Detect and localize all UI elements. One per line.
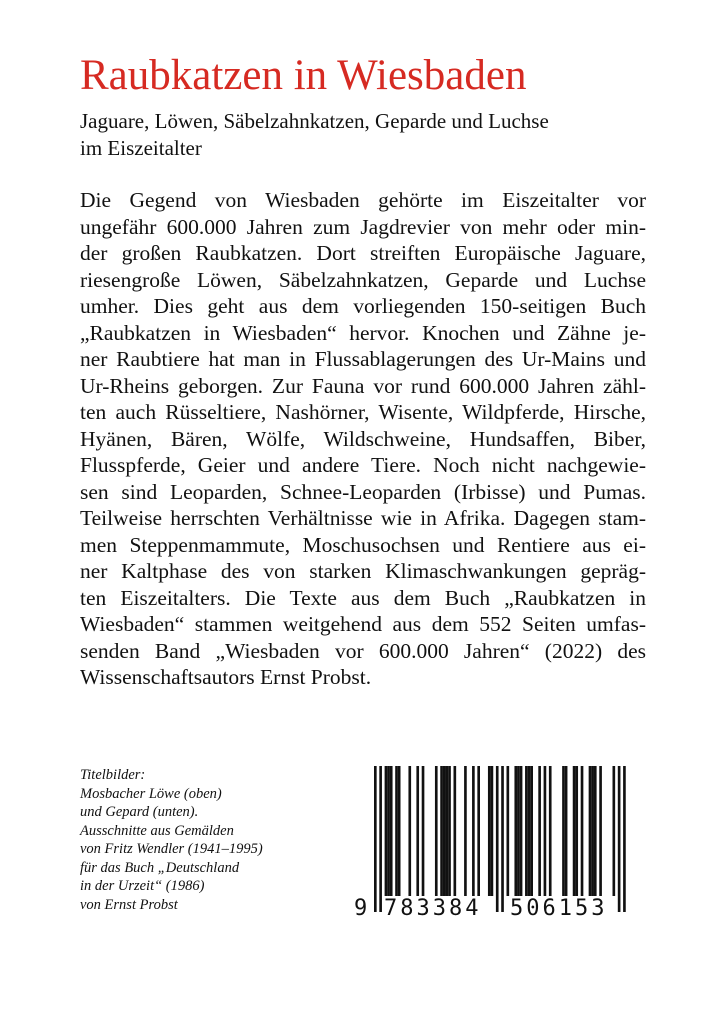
barcode-bar: [507, 766, 510, 896]
blurb-line: Teilweise herrschten Verhältnisse wie in Afrika. Dagegen stam-: [80, 506, 646, 530]
barcode-bar: [446, 766, 449, 896]
barcode-bar: [599, 766, 602, 896]
barcode-bar: [520, 766, 523, 896]
subtitle-line: Jaguare, Löwen, Säbelzahnkatzen, Geparde und Luchse: [80, 109, 549, 133]
barcode-bar: [422, 766, 425, 896]
barcode-first-digit: 9: [354, 896, 371, 921]
credits-line: in der Urzeit“ (1986): [80, 878, 205, 894]
barcode-bar: [408, 766, 411, 896]
barcode-bar: [623, 766, 626, 912]
subtitle-line: im Eiszeitalter: [80, 136, 202, 160]
barcode-bar: [589, 766, 592, 896]
barcode-bar: [477, 766, 480, 896]
blurb-line: Ur-Rheins geborgen. Zur Fauna vor rund 600.000 Jahren zähl-: [80, 373, 646, 398]
credits-line: Mosbacher Löwe (oben): [80, 785, 222, 802]
barcode-bar: [448, 766, 451, 896]
credits-line: für das Buch „Deutschland: [80, 859, 240, 876]
blurb-line: ner Raubtiere hat man in Flussablagerungen des Ur-Mains und: [80, 347, 646, 371]
barcode-bar: [416, 766, 419, 896]
barcode-bar: [443, 766, 446, 896]
barcode-bar: [530, 766, 533, 896]
credits-line: von Fritz Wendler (1941–1995): [80, 841, 263, 857]
barcode-bar: [562, 766, 565, 896]
barcode-bar: [528, 766, 531, 896]
blurb-line: umher. Dies geht aus dem vorliegenden 150-seitigen Buch: [80, 294, 646, 318]
barcode-bar: [472, 766, 475, 896]
barcode-right-digits: 506153: [510, 896, 608, 921]
barcode-bar: [501, 766, 504, 912]
blurb-line: ungefähr 600.000 Jahren zum Jagdrevier von mehr oder min-: [80, 214, 646, 239]
barcode-bar: [488, 766, 491, 896]
blurb-line: der großen Raubkatzen. Dort streiften Europäische Jaguare,: [80, 241, 646, 265]
blurb-line: senden Band „Wiesbaden vor 600.000 Jahren“ (2022) des: [80, 638, 646, 663]
barcode-bar: [618, 766, 621, 912]
barcode-bar: [440, 766, 443, 896]
barcode-bar: [435, 766, 438, 896]
barcode-bar: [398, 766, 401, 896]
barcode-bar: [390, 766, 393, 896]
barcode-bar: [525, 766, 528, 896]
blurb-line: ten Eiszeitalters. Die Texte aus dem Buch „Raubkatzen in: [80, 585, 646, 610]
barcode-bar: [565, 766, 568, 896]
blurb-line: men Steppenmammute, Moschusochsen und Rentiere aus ei-: [80, 532, 646, 557]
barcode-bar: [544, 766, 547, 896]
blurb-line: Flusspferde, Geier und andere Tiere. Noch nicht nachgewie-: [80, 453, 646, 477]
barcode-bar: [387, 766, 390, 896]
barcode-bar: [491, 766, 494, 896]
barcode-bar: [575, 766, 578, 896]
barcode-left-digits: 783384: [384, 896, 482, 921]
book-title: Raubkatzen in Wiesbaden: [80, 52, 527, 99]
blurb-line: sen sind Leoparden, Schnee-Leoparden (Irbisse) und Pumas.: [80, 479, 646, 504]
barcode-bar: [591, 766, 594, 896]
barcode-bar: [549, 766, 552, 896]
barcode-bar: [496, 766, 499, 912]
barcode-bar: [538, 766, 541, 896]
barcode-bar: [379, 766, 382, 912]
blurb-line: „Raubkatzen in Wiesbaden“ hervor. Knochen und Zähne je-: [80, 320, 646, 345]
barcode-bar: [385, 766, 388, 896]
blurb-line: Wissenschaftsautors Ernst Probst.: [80, 665, 372, 689]
blurb-line: ten auch Rüsseltiere, Nashörner, Wisente, Wildpferde, Hirsche,: [80, 400, 646, 424]
barcode-bar: [374, 766, 377, 912]
barcode-bar: [573, 766, 576, 896]
blurb-line: Wiesbaden“ stammen weitgehend aus dem 552 Seiten umfas-: [80, 612, 646, 636]
blurb-line: Die Gegend von Wiesbaden gehörte im Eiszeitalter vor: [80, 188, 646, 212]
barcode-bar: [581, 766, 584, 896]
credits-line: von Ernst Probst: [80, 896, 178, 913]
barcode-bar: [514, 766, 517, 896]
credits-line: und Gepard (unten).: [80, 804, 199, 820]
barcode-bar: [594, 766, 597, 896]
blurb-line: riesengroße Löwen, Säbelzahnkatzen, Geparde und Luchse: [80, 267, 646, 292]
barcode-bar: [395, 766, 398, 896]
isbn-barcode: [352, 764, 642, 928]
credits-line: Ausschnitte aus Gemälden: [80, 822, 234, 839]
barcode-bar: [454, 766, 457, 896]
barcode-bar: [613, 766, 616, 896]
blurb-line: ner Kaltphase des von starken Klimaschwankungen gepräg-: [80, 559, 646, 583]
cover-image-credits: [80, 766, 340, 914]
blurb-line: Hyänen, Bären, Wölfe, Wildschweine, Hundsaffen, Biber,: [80, 426, 646, 451]
barcode-bar: [464, 766, 467, 896]
book-subtitle: [80, 108, 660, 162]
barcode-bar: [517, 766, 520, 896]
blurb-text: [80, 187, 646, 691]
credits-line: Titelbilder:: [80, 767, 146, 783]
